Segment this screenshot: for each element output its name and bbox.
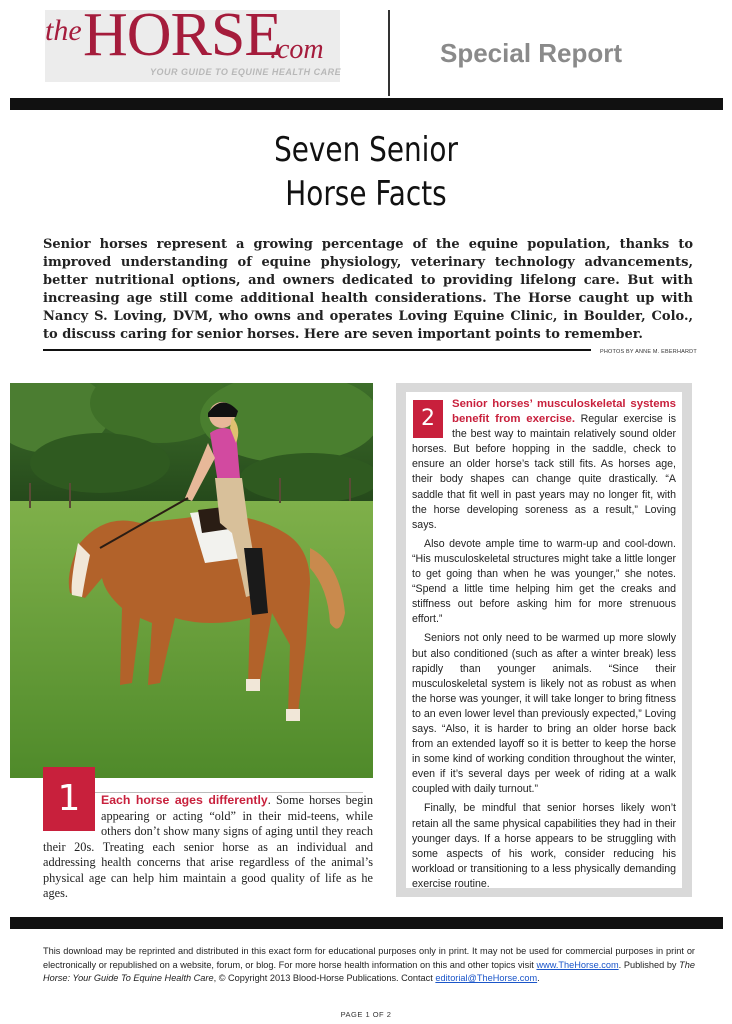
fact-number-2: 2	[413, 400, 443, 438]
page-title	[66, 128, 666, 216]
intro-paragraph: Senior horses represent a growing percentage of the equine population, thanks to improved understanding of equine physiology, veterinary technology advancements, better nutritional options, and owners dedicated to providing lifelong care. But with increasing age still come additional health considerations. The Horse caught up with Nancy S. Loving, DVM, who owns and operates Loving Equine Clinic, in Boulder, Colo., to discuss caring for senior horses. Here are seven important points to remember.	[43, 237, 693, 342]
horse-rider-photo	[10, 383, 373, 778]
section2-paragraph-1	[412, 397, 676, 533]
logo-tagline: YOUR GUIDE TO EQUINE HEALTH CARE	[150, 67, 342, 77]
section2-paragraph-2: Also devote ample time to warm-up and cool-down. “His musculoskeletal structures might take a little longer to get going than when he was younger,” she notes. “Spend a little time helping him get the creaks and stiffness out before asking him for more strenuous effort.”	[412, 537, 676, 626]
footer-text-2: . Published by	[618, 959, 680, 970]
thehorse-link[interactable]: www.TheHorse.com	[536, 959, 619, 970]
special-report-label: Special Report	[440, 38, 623, 68]
logo-horse: HORSE	[83, 1, 282, 69]
page-number: PAGE 1 OF 2	[340, 1010, 392, 1019]
top-rule	[10, 98, 723, 110]
section1-text	[43, 793, 373, 902]
section2-paragraph-4: Finally, be mindful that senior horses likely won’t retain all the same physical capabilities they had in their younger days. If a horse appears to be struggling with some aspects of his work, consider reducing his workload or transitioning to a less physically demanding exercise routine.	[412, 802, 676, 890]
fact-number-1: 1	[43, 767, 95, 831]
section2-lead: Senior horses’ musculoskeletal systems benefit from exercise.	[452, 398, 676, 426]
title-line-1: Seven Senior	[274, 130, 458, 170]
footer-text-4: .	[537, 973, 540, 983]
section1-lead: Each horse ages differently	[101, 793, 268, 807]
footer-text-1: This download may be reprinted and distributed in this exact form for educational purposes only in print. It may not be used for commercial purposes in print or electronically or republished on a website, forum, or blog. For more horse health information on this and other topics visit	[43, 946, 695, 970]
footer-disclaimer	[43, 945, 695, 986]
section2-text	[412, 397, 676, 892]
editorial-email-link[interactable]: editorial@TheHorse.com	[435, 973, 538, 983]
footer-publication: The Horse: Your Guide To Equine Health Care	[43, 959, 695, 983]
title-line-2: Horse Facts	[285, 174, 447, 214]
header-divider	[388, 10, 390, 96]
horse-photo-illustration	[10, 383, 373, 778]
logo-the: the	[45, 14, 82, 47]
section2-p1: Regular exercise is the best way to maintain relatively sound older horses. But before hopping in the saddle, check to ensure an older horse’s tack still fits. As horses age, their body shapes can change quite drastically. “A saddle that fit well in past years may no longer fit, with the horse developing soreness as a result,” Loving says.	[412, 413, 677, 531]
section1-body: . Some horses begin appearing or acting “old” in their mid-teens, while others don’t show many signs of aging until they reach their 20s. Treating each senior horse as an individual and addressing health concerns that arise regardless of the animal’s physical age can help him maintain a good quality of life as he ages.	[43, 793, 373, 900]
footer-text-3: , © Copyright 2013 Blood-Horse Publications. Contact	[213, 973, 436, 983]
intro-rule	[43, 349, 591, 351]
section2-paragraph-3: Seniors not only need to be warmed up more slowly but also conditioned (such as after a winter break) less rapidly than younger animals. “Since their musculoskeletal system is likely not as robust as when the horse was younger, it will take longer to bring fitness to an even lower level than previously expected,” Loving says. “Also, it is harder to bring an older horse back from an extended layoff so it is better to keep the horse in some kind of working condition throughout the winter, even if it’s several days per week of riding at a walk coupled with daily turnout.”	[412, 632, 676, 796]
logo-com: .com	[270, 34, 324, 65]
bottom-rule	[10, 917, 723, 929]
photo-credit: PHOTOS BY ANNE M. EBERHARDT	[600, 349, 697, 355]
